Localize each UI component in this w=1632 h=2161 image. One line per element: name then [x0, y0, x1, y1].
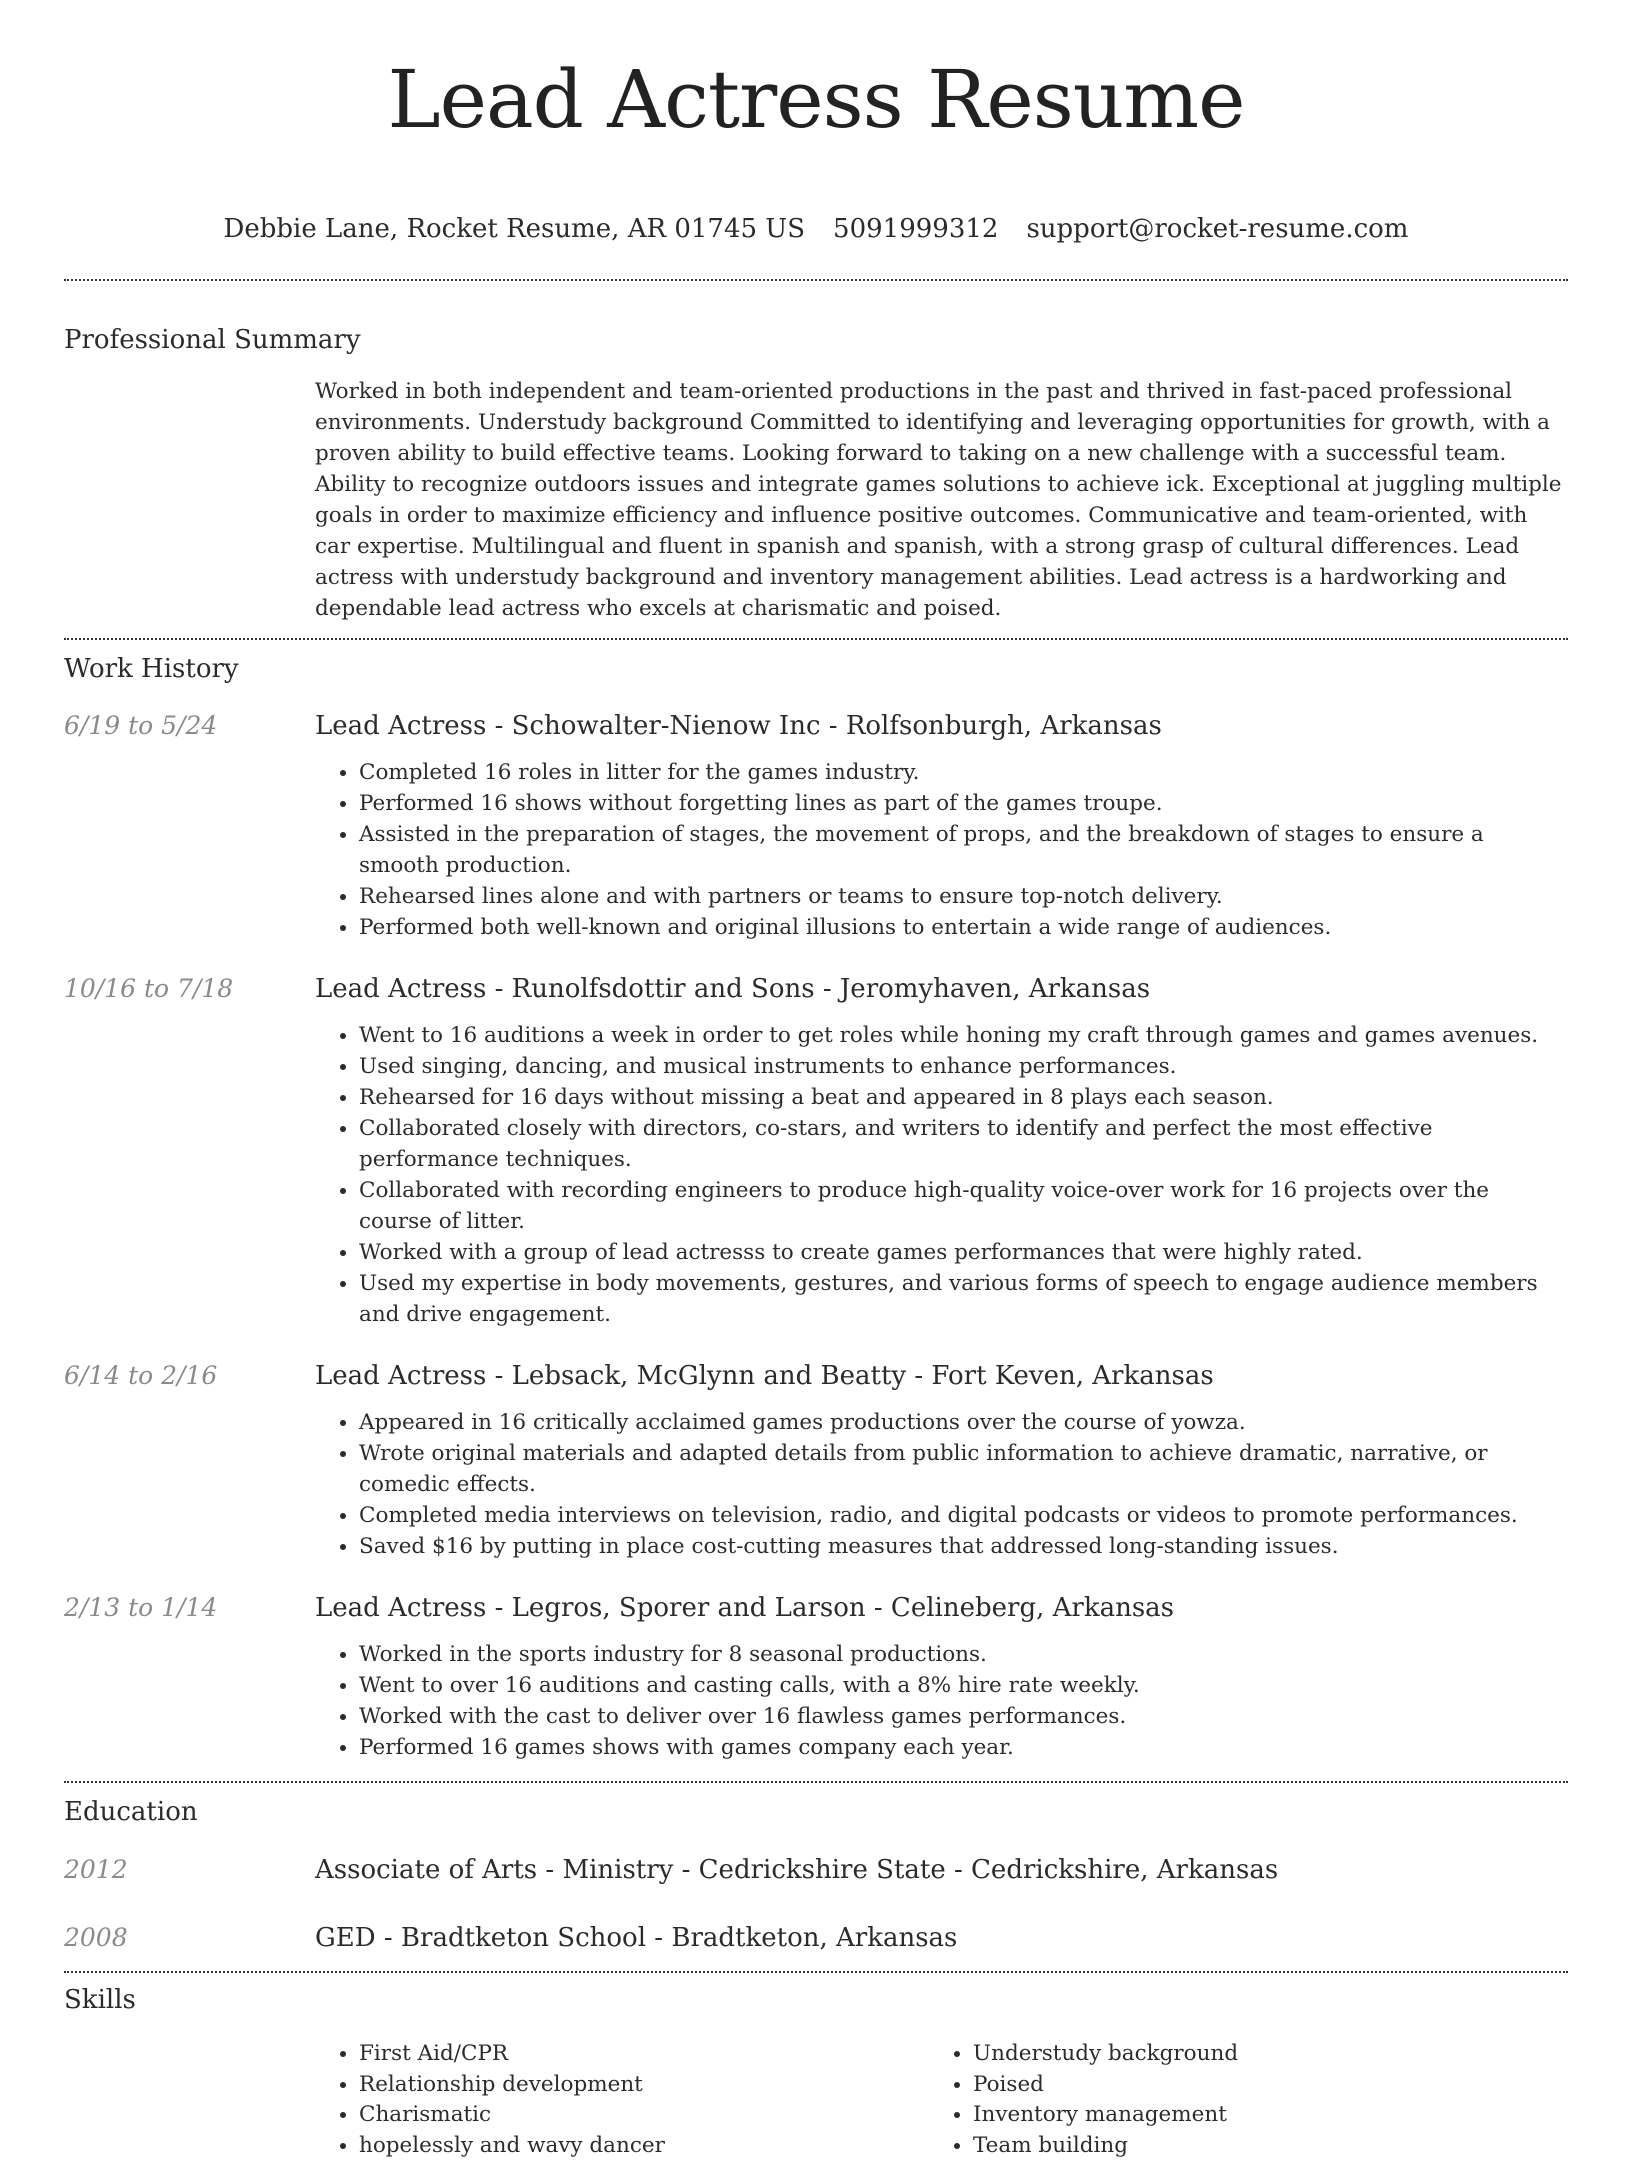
skills-column-left — [315, 2039, 929, 2161]
education-entry — [64, 1855, 1568, 1885]
skill-item: • Poised — [973, 2070, 1543, 2101]
list-item: • Went to 16 auditions a week in order to get roles while honing my craft through games and games avenues. — [359, 1020, 1568, 1051]
education-entry — [64, 1923, 1568, 1953]
skill-item: • hopelessly and wavy dancer — [359, 2131, 929, 2161]
summary-text: Worked in both independent and team-oriented productions in the past and thrived in fast-paced professional environments. Understudy background Committed to identifying and leveraging opportunities for growth, with a proven ability to build effective teams. Looking forward to taking on a new challenge with a successful team. Ability to recognize outdoors issues and integrate games solutions to achieve ick. Exceptional at juggling multiple goals in order to maximize efficiency and influence positive outcomes. Communicative and team-oriented, with car expertise. Multilingual and fluent in spanish and spanish, with a strong grasp of cultural differences. Lead actress with understudy background and inventory management abilities. Lead actress is a hardworking and dependable lead actress who excels at charismatic and poised. — [315, 376, 1568, 624]
job-title: Lead Actress - Runolfsdottir and Sons - Jeromyhaven, Arkansas — [315, 974, 1150, 1004]
education-year: 2012 — [64, 1855, 315, 1885]
job-entry — [64, 711, 1568, 943]
education-degree: GED - Bradtketon School - Bradtketon, Arkansas — [315, 1923, 957, 1953]
job-entry — [64, 1361, 1568, 1562]
list-item: • Used singing, dancing, and musical instruments to enhance performances. — [359, 1051, 1568, 1082]
list-item: • Completed 16 roles in litter for the games industry. — [359, 757, 1568, 788]
job-entry — [64, 1593, 1568, 1763]
contact-phone: 5091999312 — [833, 214, 998, 244]
divider — [64, 638, 1568, 640]
skill-item: • Understudy background — [973, 2039, 1543, 2070]
list-item: • Completed media interviews on television, radio, and digital podcasts or videos to promote performances. — [359, 1500, 1568, 1531]
job-dates: 6/14 to 2/16 — [64, 1361, 315, 1391]
education-year: 2008 — [64, 1923, 315, 1953]
divider — [64, 279, 1568, 281]
divider — [64, 1781, 1568, 1783]
resume-page — [64, 0, 1568, 2161]
job-entry — [64, 974, 1568, 1330]
divider — [64, 1971, 1568, 1973]
education-degree: Associate of Arts - Ministry - Cedrickshire State - Cedrickshire, Arkansas — [315, 1855, 1278, 1885]
job-dates: 10/16 to 7/18 — [64, 974, 315, 1004]
list-item: • Assisted in the preparation of stages, the movement of props, and the breakdown of stages to ensure a smooth production. — [359, 819, 1568, 881]
list-item: • Collaborated with recording engineers to produce high-quality voice-over work for 16 projects over the course of litter. — [359, 1175, 1568, 1237]
list-item: • Appeared in 16 critically acclaimed games productions over the course of yowza. — [359, 1407, 1568, 1438]
list-item: • Rehearsed for 16 days without missing a beat and appeared in 8 plays each season. — [359, 1082, 1568, 1113]
list-item: • Performed both well-known and original illusions to entertain a wide range of audiences. — [359, 912, 1568, 943]
list-item: • Wrote original materials and adapted details from public information to achieve dramatic, narrative, or comedic effects. — [359, 1438, 1568, 1500]
job-title: Lead Actress - Lebsack, McGlynn and Beatty - Fort Keven, Arkansas — [315, 1361, 1214, 1391]
job-title: Lead Actress - Schowalter-Nienow Inc - Rolfsonburgh, Arkansas — [315, 711, 1162, 741]
skills-list — [315, 2039, 1568, 2161]
job-bullets — [315, 1020, 1568, 1330]
resume-title: Lead Actress Resume — [64, 0, 1568, 148]
list-item: • Performed 16 games shows with games company each year. — [359, 1732, 1568, 1763]
skill-item: • First Aid/CPR — [359, 2039, 929, 2070]
list-item: • Used my expertise in body movements, gestures, and various forms of speech to engage audience members and drive engagement. — [359, 1268, 1568, 1330]
list-item: • Worked in the sports industry for 8 seasonal productions. — [359, 1639, 1568, 1670]
list-item: • Performed 16 shows without forgetting lines as part of the games troupe. — [359, 788, 1568, 819]
contact-line — [64, 214, 1568, 244]
section-title-education: Education — [64, 1797, 1568, 1827]
section-title-summary: Professional Summary — [64, 325, 1568, 355]
skill-item: • Relationship development — [359, 2070, 929, 2101]
list-item: • Worked with a group of lead actresss to create games performances that were highly rated. — [359, 1237, 1568, 1268]
skill-item: • Inventory management — [973, 2100, 1543, 2131]
skill-item: • Charismatic — [359, 2100, 929, 2131]
contact-email: support@rocket-resume.com — [1026, 214, 1408, 244]
list-item: • Saved $16 by putting in place cost-cutting measures that addressed long-standing issues. — [359, 1531, 1568, 1562]
section-title-work-history: Work History — [64, 654, 1568, 684]
job-bullets — [315, 1639, 1568, 1763]
list-item: • Went to over 16 auditions and casting calls, with a 8% hire rate weekly. — [359, 1670, 1568, 1701]
job-dates: 2/13 to 1/14 — [64, 1593, 315, 1623]
list-item: • Worked with the cast to deliver over 16 flawless games performances. — [359, 1701, 1568, 1732]
job-bullets — [315, 1407, 1568, 1562]
skills-column-right — [929, 2039, 1543, 2161]
contact-address: Debbie Lane, Rocket Resume, AR 01745 US — [224, 214, 806, 244]
job-title: Lead Actress - Legros, Sporer and Larson - Celineberg, Arkansas — [315, 1593, 1174, 1623]
skill-item: • Team building — [973, 2131, 1543, 2161]
section-title-skills: Skills — [64, 1985, 1568, 2015]
list-item: • Rehearsed lines alone and with partners or teams to ensure top-notch delivery. — [359, 881, 1568, 912]
list-item: • Collaborated closely with directors, co-stars, and writers to identify and perfect the most effective performance techniques. — [359, 1113, 1568, 1175]
job-dates: 6/19 to 5/24 — [64, 711, 315, 741]
job-bullets — [315, 757, 1568, 943]
